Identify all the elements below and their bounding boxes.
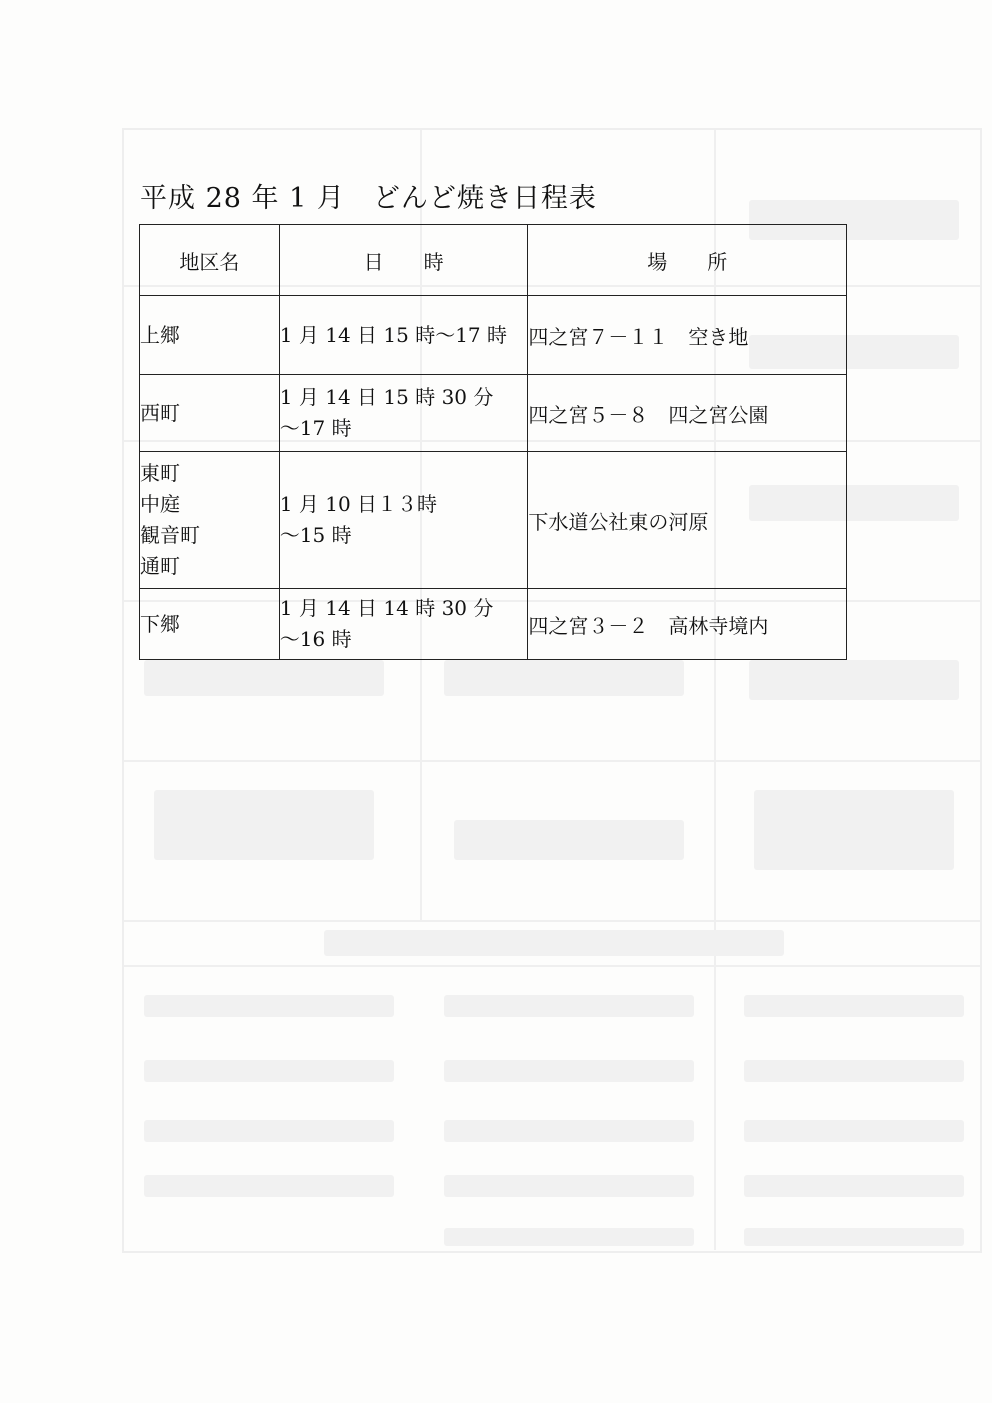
bleed-through-block — [754, 790, 954, 870]
area-name: 中庭 — [140, 492, 180, 516]
area-cell — [140, 375, 280, 452]
page-title: 平成 28 年 1 月 どんど焼き日程表 — [140, 183, 597, 214]
datetime-line: ～17 時 — [279, 416, 352, 440]
table-row — [140, 589, 847, 660]
bleed-through-block — [144, 1060, 394, 1082]
datetime-line: ～16 時 — [279, 627, 352, 651]
area-name: 東町 — [140, 461, 180, 485]
bleed-through-block — [444, 1228, 694, 1246]
bleed-through-block — [144, 1175, 394, 1197]
header-datetime — [279, 225, 528, 296]
area-name: 下郷 — [140, 611, 180, 636]
bleed-through-line — [124, 965, 980, 967]
bleed-through-block — [444, 995, 694, 1017]
datetime-cell — [279, 375, 528, 452]
bleed-through-block — [444, 1120, 694, 1142]
area-name: 西町 — [140, 400, 180, 425]
header-area — [140, 225, 280, 296]
bleed-through-block — [444, 1060, 694, 1082]
header-place-label: 場 所 — [647, 249, 728, 274]
datetime-line: ～15 時 — [279, 523, 352, 547]
area-cell — [140, 296, 280, 375]
bleed-through-block — [144, 1120, 394, 1142]
datetime-line: 1 月 14 日 14 時 30 分 — [279, 596, 494, 620]
table-row — [140, 452, 847, 589]
header-place — [528, 225, 847, 296]
datetime-line: 1 月 10 日１３時 — [279, 492, 438, 516]
bleed-through-block — [749, 660, 959, 700]
bleed-through-block — [154, 790, 374, 860]
area-cell — [140, 452, 280, 589]
bleed-through-block — [744, 1175, 964, 1197]
bleed-through-line — [124, 760, 980, 762]
place-cell: 下水道公社東の河原 — [528, 452, 847, 589]
place-cell: 四之宮５－８ 四之宮公園 — [528, 375, 847, 452]
bleed-through-block — [324, 930, 784, 956]
table-header-row — [140, 225, 847, 296]
header-datetime-label: 日 時 — [363, 249, 444, 274]
header-area-label: 地区名 — [179, 249, 240, 274]
table-row — [140, 375, 847, 452]
bleed-through-line — [124, 920, 980, 922]
bleed-through-block — [744, 995, 964, 1017]
datetime-line: 1 月 14 日 15 時～17 時 — [279, 322, 508, 347]
table-row — [140, 296, 847, 375]
bleed-through-block — [744, 1060, 964, 1082]
place-cell: 四之宮３－２ 高林寺境内 — [528, 589, 847, 660]
bleed-through-block — [144, 995, 394, 1017]
bleed-through-block — [444, 660, 684, 696]
area-name: 観音町 — [140, 523, 200, 547]
schedule-table — [139, 224, 847, 660]
area-cell — [140, 589, 280, 660]
bleed-through-block — [744, 1120, 964, 1142]
bleed-through-block — [144, 660, 384, 696]
bleed-through-block — [744, 1228, 964, 1246]
place-cell: 四之宮７－１１ 空き地 — [528, 296, 847, 375]
datetime-cell — [279, 296, 528, 375]
bleed-through-block — [454, 820, 684, 860]
datetime-line: 1 月 14 日 15 時 30 分 — [279, 385, 494, 409]
datetime-cell — [279, 589, 528, 660]
datetime-cell — [279, 452, 528, 589]
area-name: 上郷 — [140, 322, 180, 347]
bleed-through-block — [444, 1175, 694, 1197]
area-name: 通町 — [140, 554, 180, 578]
